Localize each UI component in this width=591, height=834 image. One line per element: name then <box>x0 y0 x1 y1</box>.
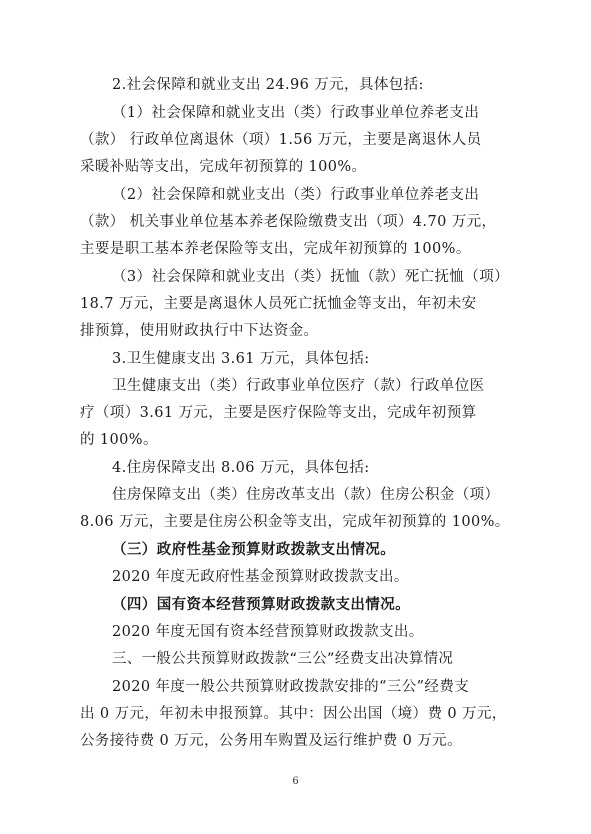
paragraph-health-line3: 的 100%。 <box>80 432 158 448</box>
page-number: 6 <box>292 776 299 787</box>
section-heading-state-capital: （四）国有资本经营预算财政拨款支出情况。 <box>112 596 410 613</box>
paragraph-social-security-item1-line1: （1）社会保障和就业支出（类）行政事业单位养老支出 <box>112 105 480 121</box>
paragraph-social-security-item1-line2: （款） 行政单位离退休（项）1.56 万元，主要是离退休人员 <box>80 132 482 148</box>
paragraph-housing-heading: 4.住房保障支出 8.06 万元，具体包括: <box>112 460 370 476</box>
paragraph-three-public-line3: 公务接待费 0 万元，公务用车购置及运行维护费 0 万元。 <box>80 733 462 749</box>
paragraph-social-security-item3-line1: （3）社会保障和就业支出（类）抚恤（款）死亡抚恤（项） <box>112 269 510 285</box>
paragraph-health-line2: 疗（项）3.61 万元，主要是医疗保险等支出，完成年初预算 <box>80 405 477 421</box>
paragraph-social-security-item2-line3: 主要是职工基本养老保险等支出，完成年初预算的 100%。 <box>80 241 471 257</box>
paragraph-state-capital: 2020 年度无国有资本经营预算财政拨款支出。 <box>112 624 424 640</box>
section-heading-three-public: 三、一般公共预算财政拨款“三公”经费支出决算情况 <box>112 651 454 667</box>
paragraph-social-security-item2-line2: （款） 机关事业单位基本养老保险缴费支出（项）4.70 万元， <box>80 214 497 230</box>
paragraph-housing-line2: 8.06 万元，主要是住房公积金等支出，完成年初预算的 100%。 <box>80 514 510 530</box>
paragraph-government-fund: 2020 年度无政府性基金预算财政拨款支出。 <box>112 569 409 585</box>
paragraph-health-heading: 3.卫生健康支出 3.61 万元，具体包括: <box>112 351 370 367</box>
paragraph-social-security-item3-line3: 排预算，使用财政执行中下达资金。 <box>80 323 319 339</box>
paragraph-housing-line1: 住房保障支出（类）住房改革支出（款）住房公积金（项） <box>112 487 500 503</box>
paragraph-social-security-item3-line2: 18.7 万元，主要是离退休人员死亡抚恤金等支出，年初未安 <box>80 296 477 312</box>
paragraph-social-security-heading: 2.社会保障和就业支出 24.96 万元，具体包括: <box>112 77 424 93</box>
paragraph-three-public-line2: 出 0 万元，年初未申报预算。其中：因公出国（境）费 0 万元， <box>80 706 507 722</box>
section-heading-government-fund: （三）政府性基金预算财政拨款支出情况。 <box>112 541 396 558</box>
paragraph-social-security-item2-line1: （2）社会保障和就业支出（类）行政事业单位养老支出 <box>112 187 480 203</box>
paragraph-social-security-item1-line3: 采暖补贴等支出，完成年初预算的 100%。 <box>80 159 367 175</box>
paragraph-health-line1: 卫生健康支出（类）行政事业单位医疗（款）行政单位医 <box>112 378 485 394</box>
paragraph-three-public-line1: 2020 年度一般公共预算财政拨款安排的“三公”经费支 <box>112 679 470 695</box>
